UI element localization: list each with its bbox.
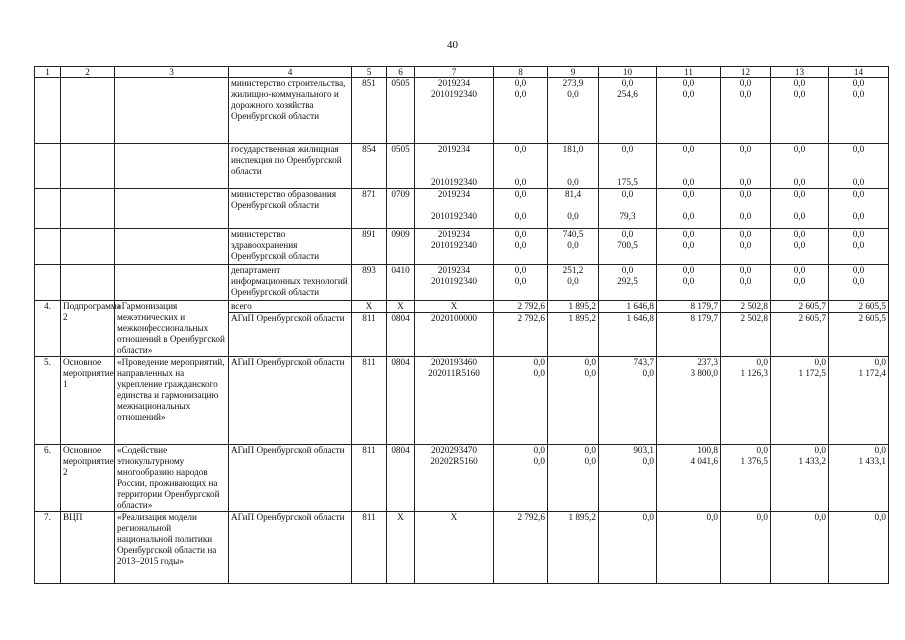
amount-cell-line: 0,0 [514,276,527,286]
agency-cell: АГиП Оренбургской области [229,313,352,357]
amount-cell-line: 0,0 [793,229,806,239]
amount-cell [721,144,771,189]
csr-cell: Х [415,301,494,313]
amount-cell [771,265,829,301]
amount-cell-line: 0,0 [739,211,752,221]
column-number-header: 1 [35,67,61,78]
amount-cell-line: 0,0 [533,357,545,367]
csr-cell [415,144,494,189]
amount-cell-line: 743,7 [633,357,654,367]
amount-cell: 8 179,7 [657,301,721,313]
amount-cell [599,512,657,584]
rzpr-cell: 0505 [387,144,415,189]
agency-cell: АГиП Оренбургской области [229,357,352,445]
program-name-cell: «Проведение мероприятий, направленных на укрепление гражданского единства и гармонизацию межнациональных отношений» [115,357,229,445]
amount-cell-line: 0,0 [739,89,752,99]
amount-cell-line: 237,3 [697,357,718,367]
csr-cell-line: 2010192340 [431,211,477,221]
amount-cell [657,445,721,512]
amount-cell [548,78,599,144]
amount-cell-line: 0,0 [814,512,826,522]
column-number-header: 12 [721,67,771,78]
amount-cell: 2 502,8 [721,313,771,357]
grbs-cell: 811 [352,512,387,584]
rzpr-cell: 0804 [387,357,415,445]
rzpr-cell: 0410 [387,265,415,301]
amount-cell-line: 0,0 [793,276,806,286]
csr-cell-line: 2010192340 [431,240,477,250]
status-cell [61,189,115,229]
amount-cell [494,189,548,229]
amount-cell [771,445,829,512]
column-number-row [35,67,889,78]
amount-cell [771,229,829,265]
amount-cell-line: 0,0 [739,276,752,286]
amount-cell-line: 740,5 [562,229,584,239]
amount-cell [599,78,657,144]
amount-cell-line: 0,0 [682,144,695,154]
status-cell: Основное мероприятие 2 [61,445,115,512]
status-cell [61,265,115,301]
csr-cell-line: 2019234 [437,265,471,275]
amount-cell-line: 0,0 [874,357,886,367]
amount-cell [548,445,599,512]
column-number-header: 6 [387,67,415,78]
amount-cell-line: 0,0 [682,78,695,88]
amount-cell-line: 0,0 [739,265,752,275]
program-name-cell: «Гармонизация межэтнических и межконфессиональных отношений в Оренбургской области» [115,301,229,357]
amount-cell-line: 0,0 [514,229,527,239]
amount-cell-line: 251,2 [562,265,584,275]
amount-cell [721,512,771,584]
amount-cell-line: 0,0 [852,177,865,187]
amount-cell: 2 605,5 [829,313,889,357]
amount-cell-line: 0,0 [874,445,886,455]
amount-cell-line: 0,0 [852,78,865,88]
agency-cell: департамент информационных технологий Оренбургской области [229,265,352,301]
amount-cell: 2 792,6 [494,313,548,357]
amount-cell-line: 175,5 [617,177,638,187]
amount-cell-line: 0,0 [739,189,752,199]
row-number-cell [35,78,61,144]
amount-cell [494,229,548,265]
amount-cell-line: 0,0 [682,265,695,275]
table-row [35,301,889,313]
amount-cell [599,229,657,265]
amount-cell-line: 181,0 [562,144,584,154]
amount-cell-line: 0,0 [514,189,527,199]
column-number-header: 7 [415,67,494,78]
amount-cell [721,265,771,301]
amount-cell-line: 0,0 [682,276,695,286]
amount-cell-line: 100,8 [697,445,718,455]
amount-cell-line: 0,0 [514,78,527,88]
program-name-cell [115,144,229,189]
amount-cell [599,189,657,229]
csr-cell: 2020100000 [415,313,494,357]
row-number-cell: 5. [35,357,61,445]
amount-cell-line: 0,0 [621,229,634,239]
amount-cell [494,265,548,301]
column-number-header: 3 [115,67,229,78]
csr-cell-line: Х [450,512,458,522]
amount-cell [657,144,721,189]
amount-cell-line: 0,0 [852,189,865,199]
amount-cell-line: 0,0 [756,357,768,367]
amount-cell: 2 605,7 [771,301,829,313]
table-row [35,265,889,301]
table-row [35,512,889,584]
amount-cell-line: 0,0 [756,445,768,455]
amount-cell [548,189,599,229]
amount-cell-line: 0,0 [793,211,806,221]
table-row [35,78,889,144]
csr-cell [415,229,494,265]
amount-cell [548,265,599,301]
amount-cell [657,512,721,584]
row-number-cell [35,265,61,301]
amount-cell-line: 0,0 [706,512,718,522]
column-number-header: 2 [61,67,115,78]
amount-cell [657,78,721,144]
column-number-header: 14 [829,67,889,78]
amount-cell-line: 0,0 [567,89,579,99]
amount-cell-line: 0,0 [814,357,826,367]
amount-cell-line: 0,0 [852,211,865,221]
amount-cell-line: 81,4 [564,189,582,199]
amount-cell-line: 0,0 [567,240,579,250]
amount-cell [721,229,771,265]
grbs-cell: 893 [352,265,387,301]
program-name-cell: «Реализация модели региональной национальной политики Оренбургской области на 2013–2015 годы» [115,512,229,584]
csr-cell [415,78,494,144]
amount-cell-line: 0,0 [621,189,634,199]
amount-cell [721,445,771,512]
amount-cell-line: 0,0 [533,368,545,378]
amount-cell [494,357,548,445]
amount-cell [657,357,721,445]
rzpr-cell: 0505 [387,78,415,144]
amount-cell [829,78,889,144]
agency-cell: министерство здравоохранения Оренбургской области [229,229,352,265]
csr-cell [415,445,494,512]
amount-cell-line: 1 126,3 [740,368,768,378]
amount-cell: 2 502,8 [721,301,771,313]
amount-cell-line: 0,0 [621,144,634,154]
rzpr-cell: Х [387,301,415,313]
amount-cell-line: 0,0 [793,144,806,154]
agency-cell: всего [229,301,352,313]
column-number-header: 11 [657,67,721,78]
amount-cell [829,265,889,301]
table-row [35,357,889,445]
status-cell: Подпрограмма 2 [61,301,115,357]
grbs-cell: 891 [352,229,387,265]
row-number-cell [35,144,61,189]
amount-cell-line: 0,0 [739,240,752,250]
amount-cell-line: 1 172,5 [798,368,826,378]
status-cell: Основное мероприятие 1 [61,357,115,445]
program-name-cell [115,78,229,144]
amount-cell [494,445,548,512]
amount-cell-line: 2 792,6 [517,512,545,522]
amount-cell-line: 0,0 [514,89,527,99]
amount-cell-line: 0,0 [621,78,634,88]
budget-table [34,66,889,584]
amount-cell-line: 903,1 [633,445,654,455]
amount-cell-line: 1 376,5 [740,456,768,466]
amount-cell-line: 700,5 [617,240,638,250]
csr-cell-line: 2019234 [437,189,471,199]
csr-cell [415,189,494,229]
amount-cell [599,445,657,512]
row-number-cell: 7. [35,512,61,584]
amount-cell [771,78,829,144]
amount-cell-line: 0,0 [739,144,752,154]
amount-cell-line: 79,3 [619,211,636,221]
amount-cell-line: 0,0 [584,456,596,466]
row-number-cell [35,189,61,229]
amount-cell-line: 0,0 [682,240,695,250]
amount-cell [771,512,829,584]
amount-cell-line: 0,0 [642,368,654,378]
amount-cell-line: 0,0 [514,265,527,275]
amount-cell [494,512,548,584]
amount-cell: 1 646,8 [599,313,657,357]
amount-cell-line: 0,0 [514,240,527,250]
amount-cell-line: 0,0 [514,211,527,221]
amount-cell-line: 0,0 [793,240,806,250]
amount-cell-line: 0,0 [852,240,865,250]
amount-cell: 2 605,7 [771,313,829,357]
agency-cell: АГиП Оренбургской области [229,445,352,512]
amount-cell-line: 0,0 [852,265,865,275]
program-name-cell [115,189,229,229]
amount-cell-line: 0,0 [621,265,634,275]
agency-cell: АГиП Оренбургской области [229,512,352,584]
amount-cell-line: 0,0 [874,512,886,522]
column-number-header: 8 [494,67,548,78]
amount-cell [829,445,889,512]
column-number-header: 9 [548,67,599,78]
amount-cell-line: 0,0 [739,229,752,239]
amount-cell [548,512,599,584]
amount-cell-line: 0,0 [793,78,806,88]
grbs-cell: 811 [352,357,387,445]
amount-cell [657,265,721,301]
amount-cell-line: 0,0 [584,368,596,378]
status-cell [61,229,115,265]
amount-cell-line: 273,9 [562,78,584,88]
csr-cell-line: 2019234 [437,78,471,88]
amount-cell-line: 0,0 [533,456,545,466]
amount-cell-line: 0,0 [852,229,865,239]
rzpr-cell: 0804 [387,313,415,357]
amount-cell [599,144,657,189]
agency-cell: министерство образования Оренбургской области [229,189,352,229]
amount-cell [548,229,599,265]
csr-cell-line: 2019234 [437,144,471,154]
grbs-cell: 811 [352,313,387,357]
amount-cell-line: 0,0 [739,177,752,187]
csr-cell-line: 2019234 [437,229,471,239]
amount-cell-line: 0,0 [793,189,806,199]
csr-cell [415,512,494,584]
amount-cell [548,144,599,189]
amount-cell-line: 0,0 [533,445,545,455]
amount-cell-line: 4 041,6 [690,456,718,466]
grbs-cell: 871 [352,189,387,229]
column-number-header: 10 [599,67,657,78]
grbs-cell: 851 [352,78,387,144]
amount-cell-line: 0,0 [852,144,865,154]
rzpr-cell: 0709 [387,189,415,229]
grbs-cell: 854 [352,144,387,189]
agency-cell: министерство строительства, жилищно-коммунального и дорожного хозяйства Оренбургской области [229,78,352,144]
csr-cell-line: 202011R5160 [428,368,480,378]
table-row [35,229,889,265]
amount-cell: 1 895,2 [548,301,599,313]
rzpr-cell: 0909 [387,229,415,265]
amount-cell [721,357,771,445]
row-number-cell [35,229,61,265]
amount-cell-line: 0,0 [682,211,695,221]
column-number-header: 13 [771,67,829,78]
amount-cell [599,265,657,301]
table-body [35,78,889,584]
amount-cell-line: 1 433,2 [798,456,826,466]
program-name-cell: «Содействие этнокультурному многообразию народов России, проживающих на территории Оренбургской области» [115,445,229,512]
amount-cell-line: 1 895,2 [568,512,596,522]
amount-cell-line: 0,0 [567,211,579,221]
amount-cell: 8 179,7 [657,313,721,357]
table-row [35,144,889,189]
amount-cell [771,357,829,445]
table-row [35,445,889,512]
csr-cell-line: 2020293470 [431,445,477,455]
amount-cell-line: 0,0 [567,177,579,187]
csr-cell-line: 20202R5160 [430,456,478,466]
grbs-cell: Х [352,301,387,313]
amount-cell [721,78,771,144]
column-number-header: 5 [352,67,387,78]
amount-cell-line: 0,0 [682,189,695,199]
amount-cell [829,357,889,445]
amount-cell-line: 0,0 [682,89,695,99]
amount-cell-line: 0,0 [793,265,806,275]
amount-cell-line: 3 800,0 [690,368,718,378]
program-name-cell [115,229,229,265]
amount-cell [829,144,889,189]
amount-cell-line: 0,0 [852,276,865,286]
csr-cell [415,357,494,445]
amount-cell-line: 0,0 [793,89,806,99]
amount-cell-line: 0,0 [852,89,865,99]
csr-cell-line: 2010192340 [431,177,477,187]
amount-cell-line: 0,0 [756,512,768,522]
amount-cell-line: 0,0 [567,276,579,286]
csr-cell [415,265,494,301]
amount-cell-line: 0,0 [739,78,752,88]
amount-cell-line: 292,5 [617,276,638,286]
agency-cell: государственная жилищная инспекция по Оренбургской области [229,144,352,189]
program-name-cell [115,265,229,301]
amount-cell-line: 0,0 [514,144,527,154]
amount-cell [829,512,889,584]
amount-cell-line: 0,0 [682,177,695,187]
amount-cell: 1 646,8 [599,301,657,313]
rzpr-cell: 0804 [387,445,415,512]
amount-cell-line: 254,6 [617,89,638,99]
amount-cell-line: 0,0 [642,456,654,466]
amount-cell [829,229,889,265]
row-number-cell: 6. [35,445,61,512]
amount-cell-line: 0,0 [682,229,695,239]
amount-cell: 2 792,6 [494,301,548,313]
amount-cell: 2 605,5 [829,301,889,313]
rzpr-cell: Х [387,512,415,584]
csr-cell-line: 2020193460 [431,357,477,367]
amount-cell [548,357,599,445]
amount-cell [494,78,548,144]
amount-cell-line: 1 172,4 [858,368,886,378]
amount-cell [721,189,771,229]
amount-cell-line: 0,0 [584,357,596,367]
amount-cell [771,189,829,229]
amount-cell [829,189,889,229]
amount-cell: 1 895,2 [548,313,599,357]
status-cell [61,144,115,189]
status-cell: ВЦП [61,512,115,584]
amount-cell [494,144,548,189]
amount-cell-line: 1 433,1 [858,456,886,466]
amount-cell-line: 0,0 [514,177,527,187]
amount-cell [771,144,829,189]
row-number-cell: 4. [35,301,61,357]
page-number: 40 [447,39,458,51]
amount-cell [657,189,721,229]
amount-cell [657,229,721,265]
status-cell [61,78,115,144]
csr-cell-line: 2010192340 [431,276,477,286]
grbs-cell: 811 [352,445,387,512]
csr-cell-line: 2010192340 [431,89,477,99]
amount-cell-line: 0,0 [814,445,826,455]
table-row [35,189,889,229]
column-number-header: 4 [229,67,352,78]
amount-cell-line: 0,0 [584,445,596,455]
amount-cell [599,357,657,445]
amount-cell-line: 0,0 [642,512,654,522]
amount-cell-line: 0,0 [793,177,806,187]
